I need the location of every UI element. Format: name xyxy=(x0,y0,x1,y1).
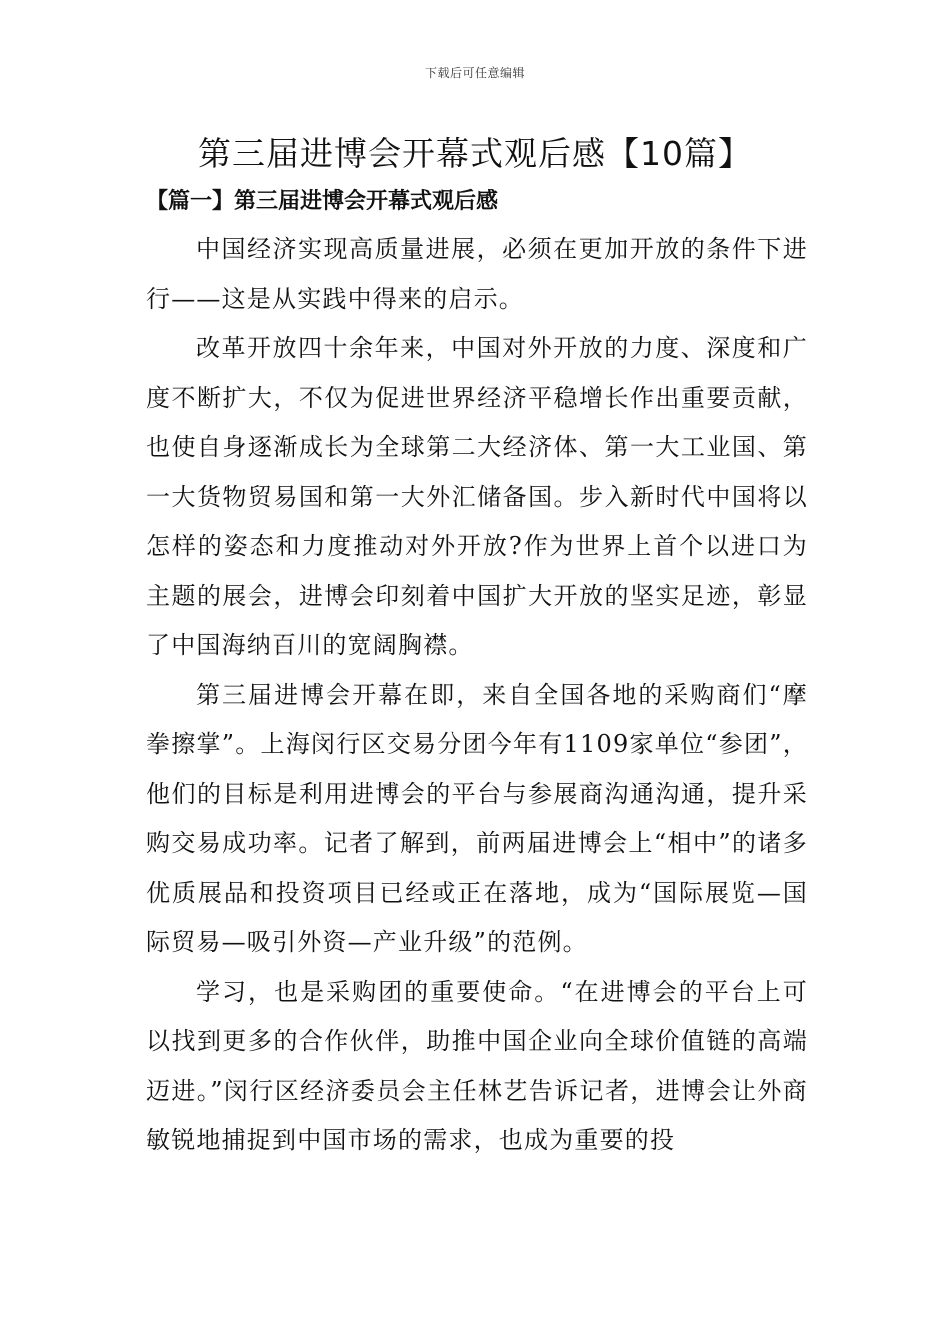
body-text xyxy=(146,225,808,1166)
header-note: 下载后可任意编辑 xyxy=(424,66,525,80)
paragraph-4: 学习，也是采购团的重要使命。“在进博会的平台上可以找到更多的合作伙伴，助推中国企业向全球价值链的高端迈进。”闵行区经济委员会主任林艺告诉记者，进博会让外商敏锐地捕捉到中国市场的需求，也成为重要的投 xyxy=(146,977,808,1154)
paragraph-1: 中国经济实现高质量进展，必须在更加开放的条件下进行——这是从实践中得来的启示。 xyxy=(146,235,808,313)
paragraph-2: 改革开放四十余年来，中国对外开放的力度、深度和广度不断扩大，不仅为促进世界经济平稳增长作出重要贡献，也使自身逐渐成长为全球第二大经济体、第一大工业国、第一大货物贸易国和第一大外汇储备国。步入新时代中国将以怎样的姿态和力度推动对外开放?作为世界上首个以进口为主题的展会，进博会印刻着中国扩大开放的坚实足迹，彰显了中国海纳百川的宽阔胸襟。 xyxy=(146,334,808,659)
paragraph-3: 第三届进博会开幕在即，来自全国各地的采购商们“摩拳擦掌”。上海闵行区交易分团今年有1109家单位“参团”，他们的目标是利用进博会的平台与参展商沟通沟通，提升采购交易成功率。记者了解到，前两届进博会上“相中”的诸多优质展品和投资项目已经或正在落地，成为“国际展览—国际贸易—吸引外资—产业升级”的范例。 xyxy=(146,680,808,956)
section-heading: 【篇一】第三届进博会开幕式观后感 xyxy=(146,188,499,214)
document-title: 第三届进博会开幕式观后感【10篇】 xyxy=(198,134,752,173)
